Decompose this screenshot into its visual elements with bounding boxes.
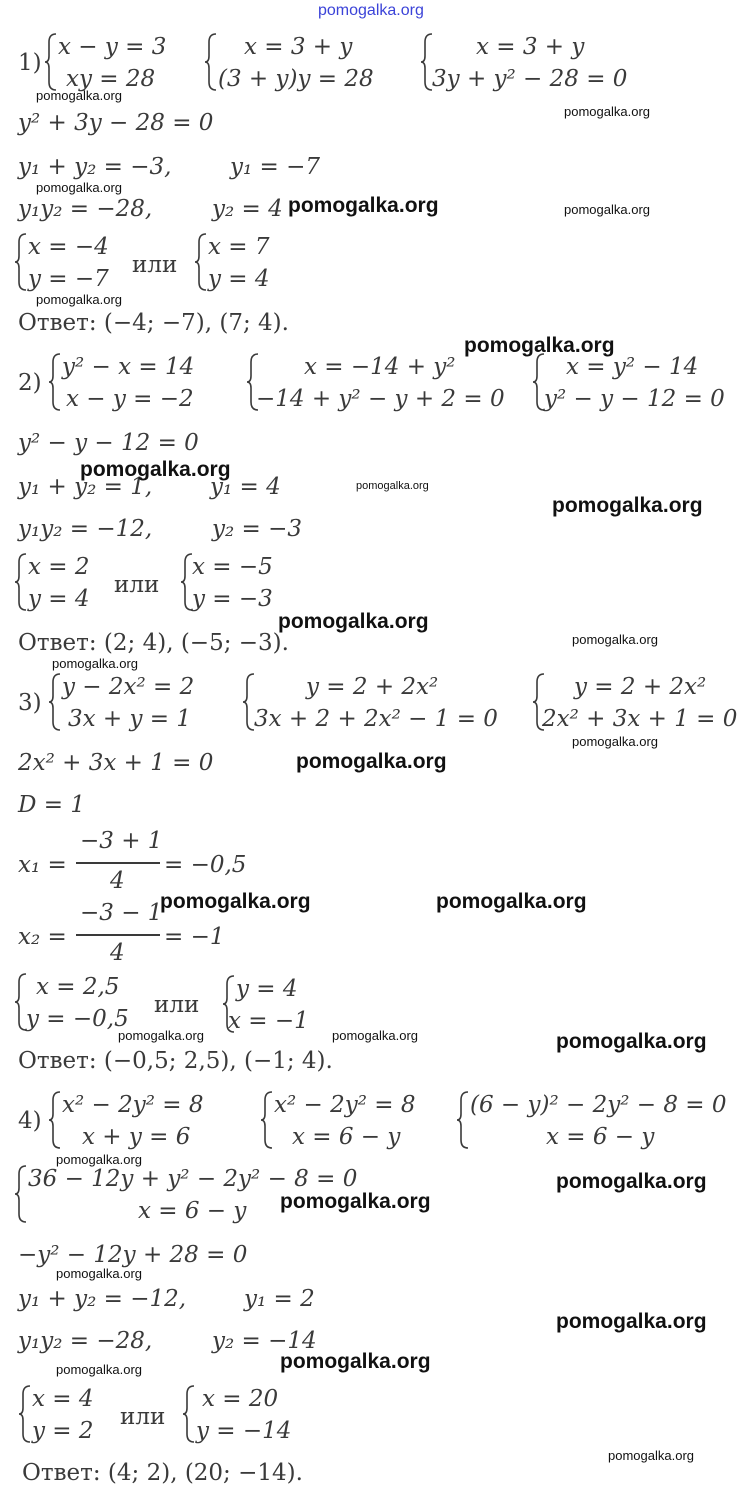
p1-s2-row2: (3 + y)y = 28 xyxy=(218,66,374,92)
p4-s1-row2: x + y = 6 xyxy=(82,1124,191,1150)
watermark: pomogalka.org xyxy=(280,1350,431,1373)
p3-quadratic: 2x² + 3x + 1 = 0 xyxy=(18,750,214,776)
p1-root-2: y₂ = 4 xyxy=(212,196,283,222)
p2-s3-row1: x = y² − 14 xyxy=(566,354,699,380)
p2-s1-row1: y² − x = 14 xyxy=(62,354,195,380)
p2-answer-system-1 xyxy=(14,552,114,612)
watermark: pomogalka.org xyxy=(464,334,615,357)
p3-x1-fraction xyxy=(76,828,163,894)
p4-s2-row2: x = 6 − y xyxy=(292,1124,401,1150)
watermark: pomogalka.org xyxy=(296,750,447,773)
watermark: pomogalka.org xyxy=(52,656,138,671)
p3-system-1 xyxy=(48,672,218,732)
watermark: pomogalka.org xyxy=(56,1266,142,1281)
p1-a2-row1: x = 7 xyxy=(208,234,270,260)
p1-root-1: y₁ = −7 xyxy=(230,154,321,180)
p4-quadratic: −y² − 12y + 28 = 0 xyxy=(18,1242,248,1268)
watermark: pomogalka.org xyxy=(608,1448,694,1463)
p2-quadratic: y² − y − 12 = 0 xyxy=(18,430,199,456)
p4-s3-row2: x = 6 − y xyxy=(546,1124,655,1150)
p1-vieta-product: y₁y₂ = −28, xyxy=(18,196,153,222)
p3-a2-row2: x = −1 xyxy=(228,1008,309,1034)
watermark: pomogalka.org xyxy=(36,180,122,195)
p1-quadratic: y² + 3y − 28 = 0 xyxy=(18,110,214,136)
p4-s4-row2: x = 6 − y xyxy=(138,1198,247,1224)
p2-a2-row1: x = −5 xyxy=(192,554,273,580)
p3-answer-system-1 xyxy=(14,972,144,1032)
p4-a2-row1: x = 20 xyxy=(202,1386,279,1412)
p2-root-1: y₁ = 4 xyxy=(210,474,281,500)
p2-system-2 xyxy=(246,352,516,412)
p4-or: или xyxy=(120,1404,166,1430)
watermark-top: pomogalka.org xyxy=(318,2,424,19)
problem-3-number: 3) xyxy=(18,690,42,716)
p2-vieta-sum: y₁ + y₂ = 1, xyxy=(18,474,153,500)
p2-a2-row2: y = −3 xyxy=(192,586,273,612)
watermark: pomogalka.org xyxy=(80,458,231,481)
p4-system-1 xyxy=(48,1090,223,1150)
p4-a2-row2: y = −14 xyxy=(196,1418,292,1444)
problem-4-number: 4) xyxy=(18,1108,42,1134)
problem-2-number: 2) xyxy=(18,370,42,396)
p4-a1-row1: x = 4 xyxy=(32,1386,94,1412)
p1-answer: Ответ: (−4; −7), (7; 4). xyxy=(18,310,289,336)
p3-or: или xyxy=(154,992,200,1018)
p3-discriminant: D = 1 xyxy=(18,792,85,818)
watermark: pomogalka.org xyxy=(564,202,650,217)
p3-a1-row2: y = −0,5 xyxy=(26,1006,129,1032)
p4-system-2 xyxy=(260,1090,435,1150)
watermark: pomogalka.org xyxy=(332,1028,418,1043)
watermark: pomogalka.org xyxy=(552,494,703,517)
p2-s2-row2: −14 + y² − y + 2 = 0 xyxy=(256,386,505,412)
p4-s2-row1: x² − 2y² = 8 xyxy=(274,1092,416,1118)
p1-system-2 xyxy=(204,32,394,92)
p3-x1-rhs: = −0,5 xyxy=(164,852,247,878)
watermark: pomogalka.org xyxy=(280,1190,431,1213)
problem-1-number: 1) xyxy=(18,50,42,76)
p3-x2-fraction xyxy=(76,900,163,966)
watermark: pomogalka.org xyxy=(556,1030,707,1053)
p3-s1-row2: 3x + y = 1 xyxy=(68,706,192,732)
watermark: pomogalka.org xyxy=(288,194,439,217)
watermark: pomogalka.org xyxy=(356,480,429,492)
p1-s1-row1: x − y = 3 xyxy=(58,34,167,60)
p4-s3-row1: (6 − y)² − 2y² − 8 = 0 xyxy=(470,1092,727,1118)
p4-system-3 xyxy=(456,1090,746,1150)
p3-s1-row1: y − 2x² = 2 xyxy=(62,674,195,700)
p2-s3-row2: y² − y − 12 = 0 xyxy=(544,386,725,412)
p4-a1-row2: y = 2 xyxy=(32,1418,94,1444)
p2-a1-row1: x = 2 xyxy=(28,554,90,580)
p2-vieta-product: y₁y₂ = −12, xyxy=(18,516,153,542)
p3-answer: Ответ: (−0,5; 2,5), (−1; 4). xyxy=(18,1048,333,1074)
p4-s4-row1: 36 − 12y + y² − 2y² − 8 = 0 xyxy=(28,1166,358,1192)
watermark: pomogalka.org xyxy=(556,1310,707,1333)
p3-answer-system-2 xyxy=(222,974,322,1034)
watermark: pomogalka.org xyxy=(56,1362,142,1377)
p2-answer-system-2 xyxy=(180,552,290,612)
p1-system-1 xyxy=(44,32,184,92)
watermark: pomogalka.org xyxy=(118,1028,204,1043)
p2-answer: Ответ: (2; 4), (−5; −3). xyxy=(18,630,289,656)
p1-a2-row2: y = 4 xyxy=(208,266,270,292)
p3-x1-lhs: x₁ = xyxy=(18,852,67,878)
p3-x2-numerator: −3 − 1 xyxy=(80,900,163,926)
p3-s2-row2: 3x + 2 + 2x² − 1 = 0 xyxy=(254,706,498,732)
p4-answer-system-1 xyxy=(18,1384,118,1444)
p2-a1-row2: y = 4 xyxy=(28,586,90,612)
p3-x1-numerator: −3 + 1 xyxy=(80,828,163,854)
p1-s3-row1: x = 3 + y xyxy=(476,34,585,60)
p4-root-1: y₁ = 2 xyxy=(244,1286,315,1312)
watermark: pomogalka.org xyxy=(278,610,429,633)
watermark: pomogalka.org xyxy=(572,734,658,749)
p1-answer-system-1 xyxy=(14,232,124,292)
p1-a1-row1: x = −4 xyxy=(28,234,109,260)
p4-answer-system-2 xyxy=(182,1384,302,1444)
p3-a1-row1: x = 2,5 xyxy=(36,974,120,1000)
watermark: pomogalka.org xyxy=(160,890,311,913)
p1-system-3 xyxy=(420,32,650,92)
p3-s3-row2: 2x² + 3x + 1 = 0 xyxy=(542,706,738,732)
p4-s1-row1: x² − 2y² = 8 xyxy=(62,1092,204,1118)
watermark: pomogalka.org xyxy=(56,1152,142,1167)
p1-vieta-sum: y₁ + y₂ = −3, xyxy=(18,154,172,180)
p1-answer-system-2 xyxy=(194,232,294,292)
p1-s2-row1: x = 3 + y xyxy=(244,34,353,60)
p2-system-3 xyxy=(532,352,742,412)
watermark: pomogalka.org xyxy=(36,88,122,103)
p1-s1-row2: xy = 28 xyxy=(66,66,156,92)
p4-root-2: y₂ = −14 xyxy=(212,1328,317,1354)
p1-a1-row2: y = −7 xyxy=(28,266,109,292)
p3-s2-row1: y = 2 + 2x² xyxy=(306,674,439,700)
p4-answer: Ответ: (4; 2), (20; −14). xyxy=(22,1460,303,1486)
p3-system-2 xyxy=(242,672,512,732)
watermark: pomogalka.org xyxy=(564,104,650,119)
p3-x2-rhs: = −1 xyxy=(164,924,225,950)
p2-system-1 xyxy=(48,352,218,412)
p3-x1-denominator: 4 xyxy=(110,868,125,894)
p3-x2-fraction-bar xyxy=(76,934,160,936)
p2-or: или xyxy=(114,572,160,598)
p4-vieta-product: y₁y₂ = −28, xyxy=(18,1328,153,1354)
p3-a2-row1: y = 4 xyxy=(236,976,298,1002)
p3-x2-denominator: 4 xyxy=(110,940,125,966)
watermark: pomogalka.org xyxy=(556,1170,707,1193)
watermark: pomogalka.org xyxy=(36,292,122,307)
p2-root-2: y₂ = −3 xyxy=(212,516,303,542)
watermark: pomogalka.org xyxy=(572,632,658,647)
p4-vieta-sum: y₁ + y₂ = −12, xyxy=(18,1286,187,1312)
p3-x2-lhs: x₂ = xyxy=(18,924,67,950)
p2-s2-row1: x = −14 + y² xyxy=(304,354,456,380)
p2-s1-row2: x − y = −2 xyxy=(66,386,194,412)
p1-or: или xyxy=(132,252,178,278)
p3-x1-fraction-bar xyxy=(76,862,160,864)
watermark: pomogalka.org xyxy=(436,890,587,913)
p3-system-3 xyxy=(532,672,747,732)
p1-s3-row2: 3y + y² − 28 = 0 xyxy=(432,66,628,92)
p3-s3-row1: y = 2 + 2x² xyxy=(574,674,707,700)
